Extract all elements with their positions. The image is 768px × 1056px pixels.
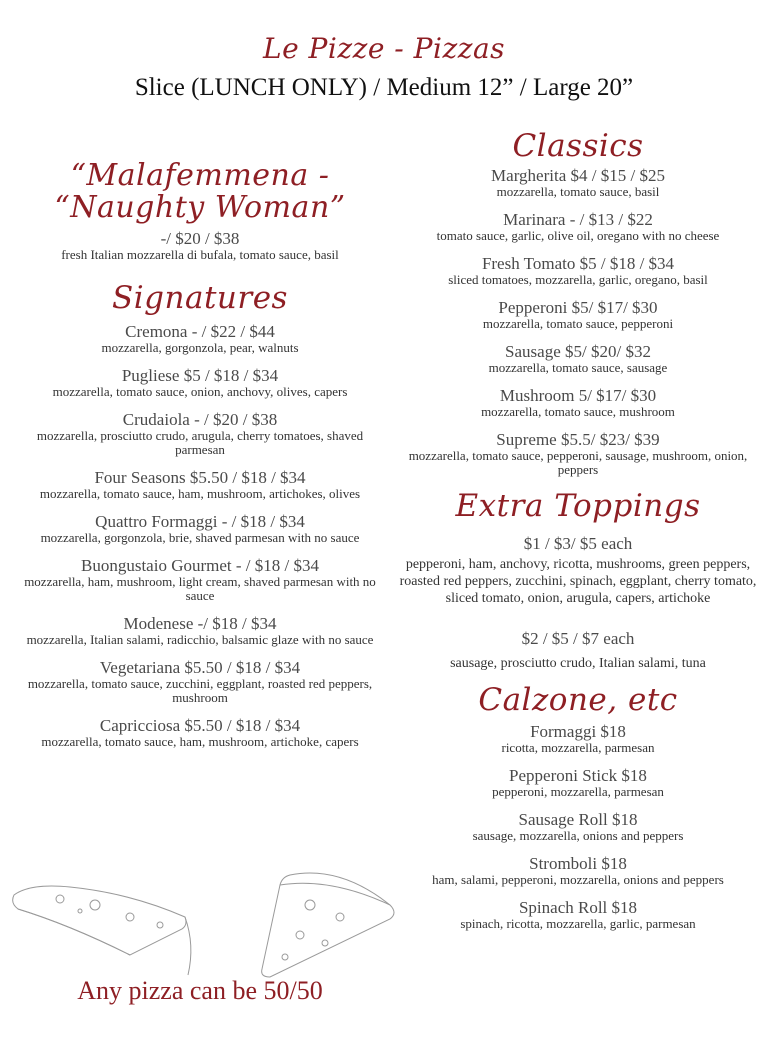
item-description: tomato sauce, garlic, olive oil, oregano with no cheese (436, 228, 720, 243)
special-heading-line2: “Naughty Woman” (54, 190, 346, 225)
extras-tier2-price: $2 / $5 / $7 each (521, 629, 635, 648)
classic-pizza-item (392, 254, 764, 287)
calzone-item (392, 766, 764, 799)
item-name: Spinach Roll $18 (518, 898, 638, 917)
item-name: Pepperoni $5/ $17/ $30 (498, 298, 658, 317)
item-description: mozzarella, Italian salami, radicchio, balsamic glaze with no sauce (26, 632, 374, 647)
calzone-item (392, 810, 764, 843)
item-name: Sausage Roll $18 (518, 810, 638, 829)
item-description: mozzarella, tomato sauce, mushroom (481, 404, 675, 419)
calzone-list (392, 722, 764, 931)
item-name: Pugliese $5 / $18 / $34 (121, 366, 279, 385)
classic-pizza-item (392, 298, 764, 331)
extras-tier1-list: pepperoni, ham, anchovy, ricotta, mushrooms, green peppers, roasted red peppers, zucchini, spinach, eggplant, cherry tomato, sliced tomato, onion, arugula, capers, artichoke (399, 557, 757, 606)
item-description: ricotta, mozzarella, parmesan (501, 740, 655, 755)
item-description: pepperoni, mozzarella, parmesan (492, 784, 664, 799)
extras-heading: Extra Toppings (455, 488, 701, 524)
extras-tier1-price: $1 / $3/ $5 each (523, 534, 633, 553)
extras-tier2-list: sausage, prosciutto crudo, Italian salami, tuna (450, 656, 706, 671)
item-name: Supreme $5.5/ $23/ $39 (496, 430, 660, 449)
menu-title: Le Pizze - Pizzas (262, 32, 506, 65)
special-heading (22, 160, 378, 224)
signatures-heading: Signatures (112, 280, 288, 316)
classics-heading: Classics (512, 128, 644, 164)
signatures-list (22, 322, 378, 749)
classic-pizza-item (392, 430, 764, 477)
signature-pizza-item (22, 366, 378, 399)
item-name: Vegetariana $5.50 / $18 / $34 (99, 658, 301, 677)
calzone-item (392, 722, 764, 755)
item-name: Capricciosa $5.50 / $18 / $34 (99, 716, 301, 735)
item-name: Marinara - / $13 / $22 (503, 210, 653, 229)
special-price: -/ $20 / $38 (160, 229, 240, 248)
item-description: mozzarella, tomato sauce, ham, mushroom, artichoke, capers (41, 734, 359, 749)
item-description: sliced tomatoes, mozzarella, garlic, oregano, basil (448, 272, 708, 287)
item-description: mozzarella, tomato sauce, sausage (488, 360, 668, 375)
calzone-heading: Calzone, etc (478, 682, 678, 718)
item-name: Pepperoni Stick $18 (509, 766, 647, 785)
item-name: Four Seasons $5.50 / $18 / $34 (94, 468, 306, 487)
left-column (22, 160, 378, 760)
item-description: mozzarella, gorgonzola, pear, walnuts (101, 340, 299, 355)
item-description: mozzarella, tomato sauce, pepperoni (482, 316, 674, 331)
item-description: spinach, ricotta, mozzarella, garlic, parmesan (460, 916, 696, 931)
calzone-item (392, 898, 764, 931)
item-name: Cremona - / $22 / $44 (125, 322, 275, 341)
pizza-slices-illustration (10, 865, 402, 983)
item-name: Crudaiola - / $20 / $38 (122, 410, 278, 429)
classic-pizza-item (392, 166, 764, 199)
item-name: Formaggi $18 (530, 722, 626, 741)
item-description: ham, salami, pepperoni, mozzarella, onions and peppers (432, 872, 724, 887)
item-name: Margherita $4 / $15 / $25 (491, 166, 665, 185)
item-name: Quattro Formaggi - / $18 / $34 (95, 512, 305, 531)
item-name: Stromboli $18 (529, 854, 627, 873)
classic-pizza-item (392, 386, 764, 419)
special-heading-line1: “Malafemmena - (70, 158, 330, 193)
signature-pizza-item (22, 468, 378, 501)
signature-pizza-item (22, 658, 378, 705)
signature-pizza-item (22, 322, 378, 355)
signature-pizza-item (22, 716, 378, 749)
signature-pizza-item (22, 556, 378, 603)
signature-pizza-item (22, 410, 378, 457)
classic-pizza-item (392, 342, 764, 375)
item-description: mozzarella, tomato sauce, zucchini, eggplant, roasted red peppers, mushroom (27, 676, 373, 705)
item-description: mozzarella, tomato sauce, onion, anchovy, olives, capers (52, 384, 348, 399)
fifty-fifty-note: Any pizza can be 50/50 (77, 976, 323, 1005)
item-description: mozzarella, prosciutto crudo, arugula, cherry tomatoes, shaved parmesan (36, 428, 364, 457)
item-description: sausage, mozzarella, onions and peppers (472, 828, 684, 843)
item-description: mozzarella, tomato sauce, pepperoni, sausage, mushroom, onion, peppers (408, 448, 748, 477)
item-description: mozzarella, tomato sauce, basil (496, 184, 660, 199)
item-description: mozzarella, tomato sauce, ham, mushroom, artichokes, olives (39, 486, 361, 501)
size-subtitle: Slice (LUNCH ONLY) / Medium 12” / Large 20” (134, 74, 634, 101)
item-description: mozzarella, gorgonzola, brie, shaved parmesan with no sauce (40, 530, 360, 545)
item-description: mozzarella, ham, mushroom, light cream, shaved parmesan with no sauce (24, 574, 376, 603)
item-name: Mushroom 5/ $17/ $30 (499, 386, 657, 405)
right-column (392, 128, 764, 942)
item-name: Modenese -/ $18 / $34 (123, 614, 277, 633)
signature-pizza-item (22, 614, 378, 647)
item-name: Sausage $5/ $20/ $32 (505, 342, 651, 361)
signature-pizza-item (22, 512, 378, 545)
item-name: Buongustaio Gourmet - / $18 / $34 (81, 556, 319, 575)
special-description: fresh Italian mozzarella di bufala, tomato sauce, basil (61, 247, 339, 262)
classic-pizza-item (392, 210, 764, 243)
item-name: Fresh Tomato $5 / $18 / $34 (481, 254, 675, 273)
classics-list (392, 166, 764, 477)
calzone-item (392, 854, 764, 887)
